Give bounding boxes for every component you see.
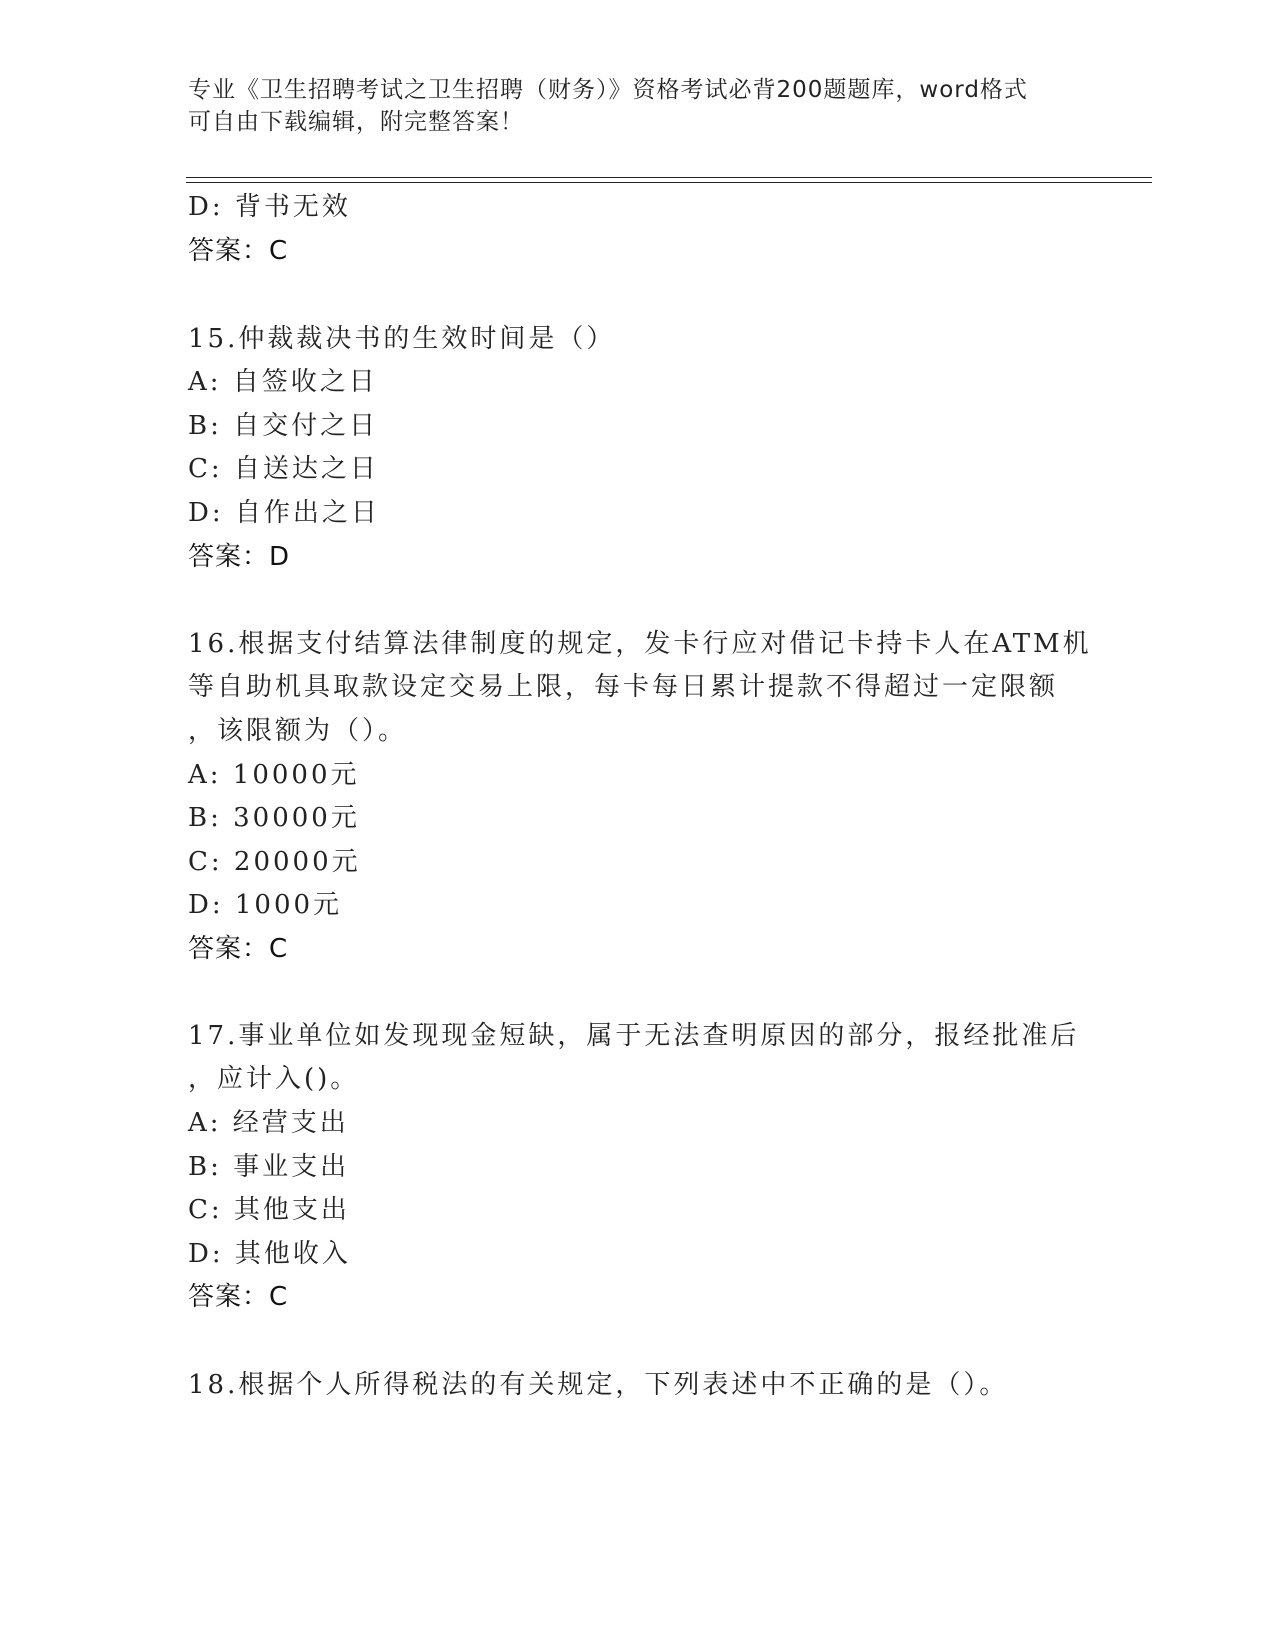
q15-stem: 15.仲裁裁决书的生效时间是（） bbox=[188, 324, 616, 354]
q17-stem-line-2: ，应计入()。 bbox=[188, 1064, 360, 1094]
q18-stem: 18.根据个人所得税法的有关规定，下列表述中不正确的是（）。 bbox=[188, 1370, 1009, 1400]
q16-option-b: B: 30000元 bbox=[188, 803, 360, 833]
q15-option-d: D: 自作出之日 bbox=[188, 498, 380, 528]
q17-answer: 答案：C bbox=[188, 1282, 289, 1312]
header-line-2: 可自由下载编辑，附完整答案！ bbox=[188, 109, 524, 135]
q16-option-d: D: 1000元 bbox=[188, 890, 343, 920]
q16-stem-line-2: 等自助机具取款设定交易上限，每卡每日累计提款不得超过一定限额 bbox=[188, 672, 1059, 702]
q17-stem-line-1: 17.事业单位如发现现金短缺，属于无法查明原因的部分，报经批准后 bbox=[188, 1021, 1080, 1051]
q16-answer: 答案：C bbox=[188, 934, 289, 964]
q16-stem-line-1: 16.根据支付结算法律制度的规定，发卡行应对借记卡持卡人在ATM机 bbox=[188, 629, 1092, 659]
header-divider-top bbox=[186, 177, 1152, 178]
q15-option-b: B: 自交付之日 bbox=[188, 411, 379, 441]
document-header bbox=[188, 74, 1088, 138]
q16-option-a: A: 10000元 bbox=[188, 760, 360, 790]
q17-option-b: B: 事业支出 bbox=[188, 1152, 350, 1182]
header-line-1: 专业《卫生招聘考试之卫生招聘（财务）》资格考试必背200题题库，word格式 bbox=[188, 77, 1028, 103]
q16-stem-line-3: ，该限额为（）。 bbox=[188, 716, 408, 746]
q15-option-a: A: 自签收之日 bbox=[188, 367, 378, 397]
q17-option-a: A: 经营支出 bbox=[188, 1108, 349, 1138]
q15-answer: 答案：D bbox=[188, 542, 291, 572]
header-divider-bottom bbox=[186, 182, 1152, 183]
prev-answer: 答案：C bbox=[188, 236, 289, 266]
prev-option-d: D: 背书无效 bbox=[188, 192, 351, 222]
q16-option-c: C: 20000元 bbox=[188, 847, 361, 877]
q17-option-c: C: 其他支出 bbox=[188, 1195, 350, 1225]
q17-option-d: D: 其他收入 bbox=[188, 1239, 351, 1269]
q15-option-c: C: 自送达之日 bbox=[188, 454, 379, 484]
